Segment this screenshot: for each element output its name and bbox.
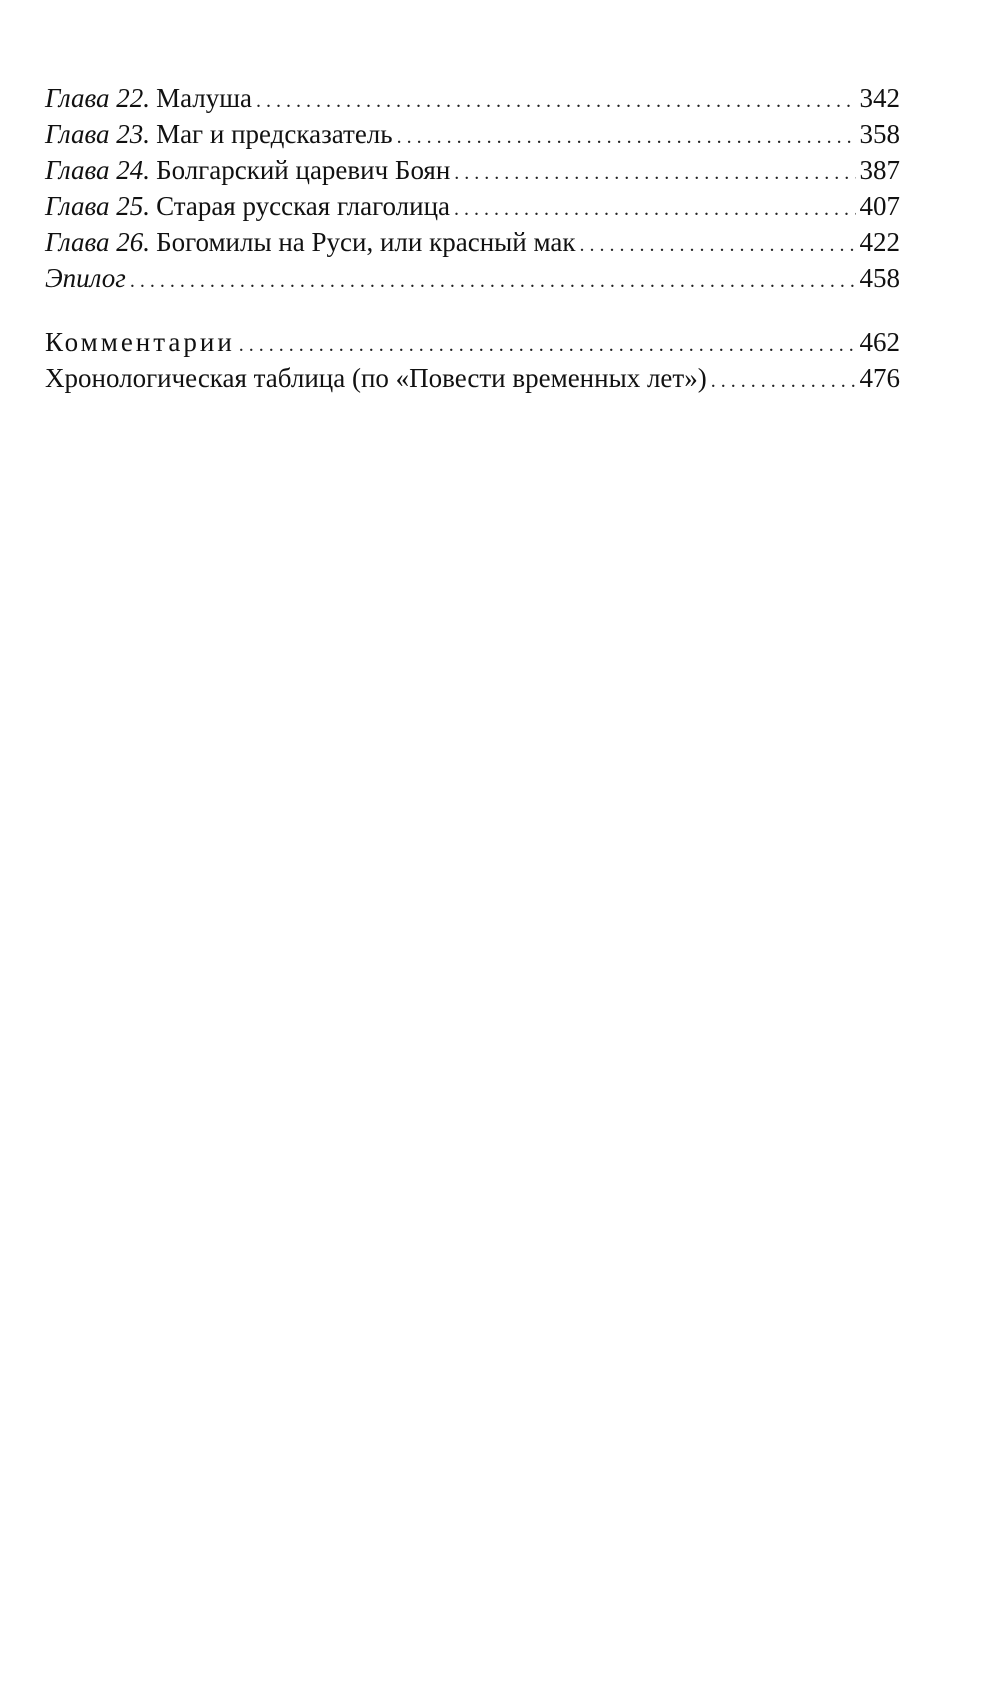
chapter-title: Богомилы на Руси, или красный мак [156,227,576,257]
toc-entry-chapter-26 [45,224,900,260]
entry-title [45,224,576,260]
entry-title [45,188,450,224]
page-number: 358 [859,119,900,149]
page-number: 422 [859,227,900,257]
dot-leader [454,152,855,191]
chapter-label: Глава 22. [45,83,151,113]
page-number: 476 [859,363,900,393]
chapter-label: Глава 24. [45,155,151,185]
entry-title [45,260,126,296]
toc-entry-chapter-25 [45,188,900,224]
toc-entry-commentary [45,324,900,360]
entry-title [45,80,252,116]
table-of-contents [45,80,900,396]
chapter-title: Маг и предсказатель [156,119,393,149]
entry-title [45,116,393,152]
page-number: 387 [859,155,900,185]
page-number: 458 [859,263,900,293]
toc-entry-chronology [45,360,900,396]
chapter-title: Старая русская глаголица [156,191,451,221]
dot-leader [239,324,856,363]
chapter-title: Малуша [156,83,253,113]
chapter-label: Глава 26. [45,227,151,257]
chapter-title: Болгарский царевич Боян [156,155,451,185]
page-number: 462 [859,327,900,357]
commentary-title: Комментарии [45,327,235,357]
entry-title [45,152,450,188]
page-number: 407 [859,191,900,221]
toc-entry-chapter-22 [45,80,900,116]
toc-entry-chapter-23 [45,116,900,152]
dot-leader [711,360,856,399]
chronology-title: Хронологическая таблица (по «Повести временных лет») [45,363,707,393]
dot-leader [130,260,856,299]
chapters-group [45,80,900,296]
epilogue-label: Эпилог [45,263,126,293]
dot-leader [454,188,855,227]
toc-entry-epilogue [45,260,900,296]
chapter-label: Глава 23. [45,119,151,149]
page-number: 342 [859,83,900,113]
dot-leader [397,116,856,155]
dot-leader [580,224,856,263]
appendices-group [45,324,900,396]
chapter-label: Глава 25. [45,191,151,221]
toc-entry-chapter-24 [45,152,900,188]
dot-leader [256,80,855,119]
